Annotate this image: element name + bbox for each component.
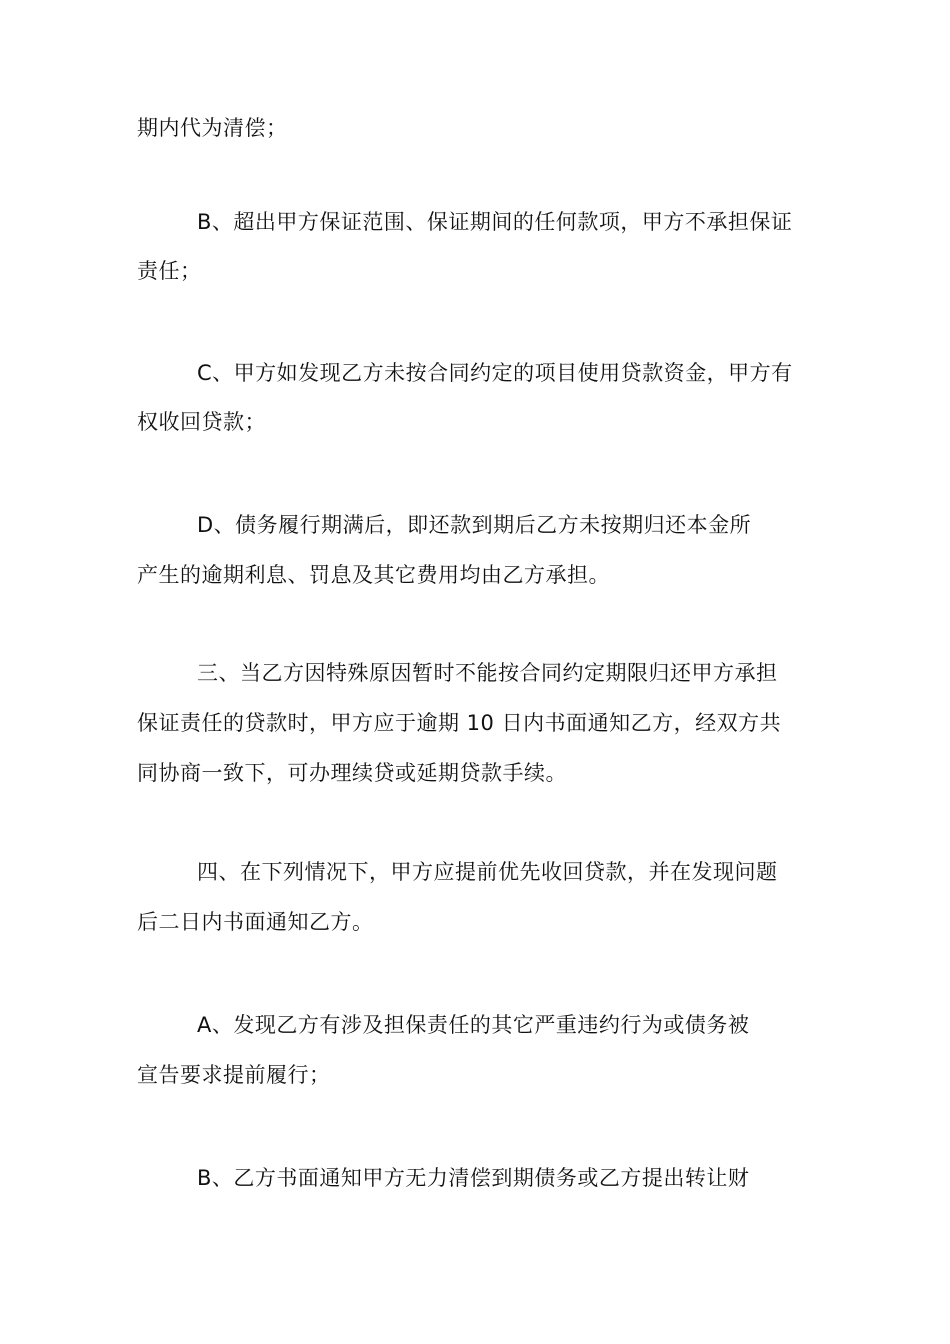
text-line: 期内代为清偿； (137, 116, 288, 140)
text-line: 保证责任的贷款时，甲方应于逾期 10 日内书面通知乙方，经双方共 (137, 711, 782, 735)
text-line: 产生的逾期利息、罚息及其它费用均由乙方承担。 (137, 563, 610, 587)
text-line: 后二日内书面通知乙方。 (137, 910, 374, 934)
text-line: B、超出甲方保证范围、保证期间的任何款项，甲方不承担保证 (197, 210, 793, 234)
text-line: B、乙方书面通知甲方无力清偿到期债务或乙方提出转让财 (197, 1166, 750, 1190)
text-line: 三、当乙方因特殊原因暂时不能按合同约定期限归还甲方承担 (197, 661, 778, 685)
text-line: A、发现乙方有涉及担保责任的其它严重违约行为或债务被 (197, 1013, 750, 1037)
text-line: 责任； (137, 259, 202, 283)
text-line: 同协商一致下，可办理续贷或延期贷款手续。 (137, 761, 567, 785)
text-line: 权收回贷款； (137, 410, 266, 434)
text-line: D、债务履行期满后，即还款到期后乙方未按期归还本金所 (197, 513, 752, 537)
text-line: C、甲方如发现乙方未按合同约定的项目使用贷款资金，甲方有 (197, 361, 793, 385)
text-line: 四、在下列情况下，甲方应提前优先收回贷款，并在发现问题 (197, 860, 778, 884)
text-line: 宣告要求提前履行； (137, 1063, 331, 1087)
